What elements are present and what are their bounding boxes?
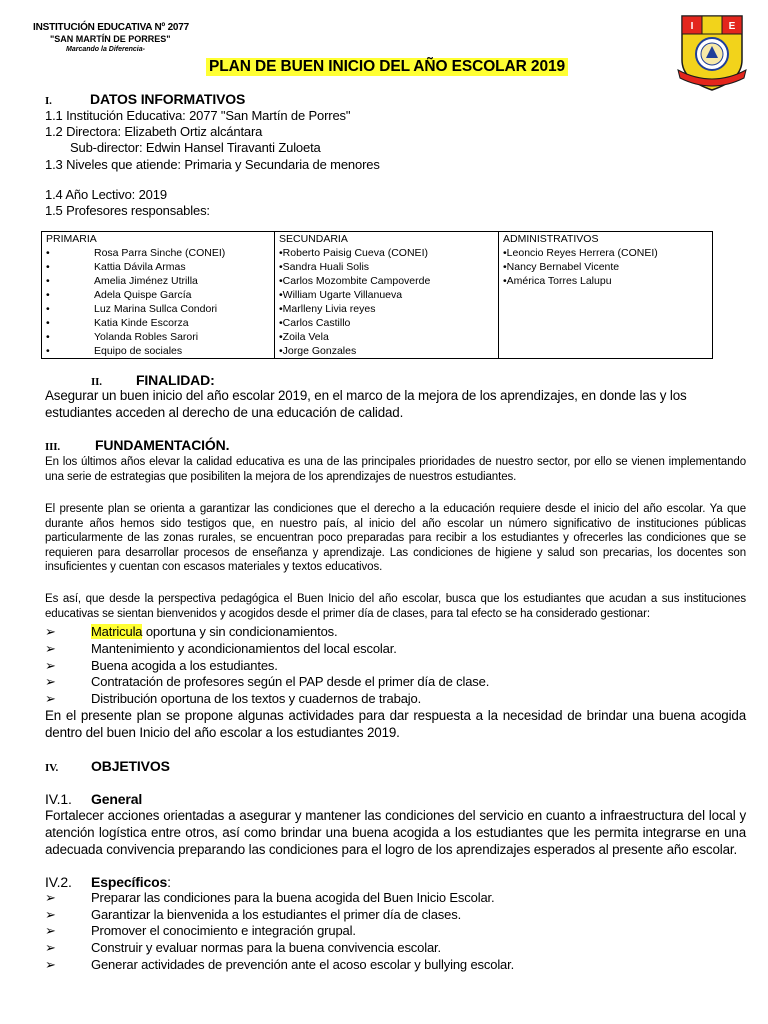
staff-name: Adela Quispe García bbox=[94, 289, 192, 301]
bullet-dot-icon: • bbox=[46, 261, 50, 273]
info-item-year: 1.4 Año Lectivo: 2019 bbox=[45, 187, 167, 202]
staff-name: •Leoncio Reyes Herrera (CONEI) bbox=[503, 247, 658, 259]
staff-name: •Jorge Gonzales bbox=[279, 345, 357, 357]
list-item bbox=[503, 246, 708, 260]
section-3-heading bbox=[45, 437, 229, 453]
bullet-item bbox=[45, 923, 356, 939]
arrow-bullet-icon: ➢ bbox=[45, 674, 56, 690]
staff-name: •Zoila Vela bbox=[279, 331, 329, 343]
section-3-number: III. bbox=[45, 441, 60, 453]
list-item bbox=[279, 344, 494, 358]
bullet-text: Generar actividades de prevención ante el acoso escolar y bullying escolar. bbox=[91, 956, 515, 972]
staff-name: •William Ugarte Villanueva bbox=[279, 289, 403, 301]
administrativos-column bbox=[499, 232, 713, 359]
staff-name: •Carlos Castillo bbox=[279, 317, 351, 329]
list-item bbox=[279, 316, 494, 330]
document-title: PLAN DE BUEN INICIO DEL AÑO ESCOLAR 2019 bbox=[206, 58, 568, 76]
bullet-item bbox=[45, 691, 421, 707]
list-item bbox=[279, 274, 494, 288]
bullet-item bbox=[45, 907, 461, 923]
list-item bbox=[279, 246, 494, 260]
section-1-title: DATOS INFORMATIVOS bbox=[90, 91, 246, 107]
list-item bbox=[46, 246, 270, 260]
bullet-item bbox=[45, 624, 337, 640]
list-item bbox=[503, 260, 708, 274]
staff-name: Amelia Jiménez Utrilla bbox=[94, 275, 198, 287]
staff-name: •Marlleny Livia reyes bbox=[279, 303, 376, 315]
specific-colon: : bbox=[167, 874, 171, 890]
info-item-teachers-label: 1.5 Profesores responsables: bbox=[45, 203, 210, 218]
staff-name: Luz Marina Sullca Condori bbox=[94, 303, 218, 315]
specific-label: Específicos bbox=[91, 874, 168, 890]
primaria-column bbox=[42, 232, 275, 359]
list-item bbox=[46, 316, 270, 330]
section-4-number: IV. bbox=[45, 762, 59, 774]
section-2-number: II. bbox=[91, 376, 102, 388]
staff-name: •América Torres Lalupu bbox=[503, 275, 612, 287]
bullet-item bbox=[45, 890, 494, 906]
bullet-item bbox=[45, 641, 397, 657]
arrow-bullet-icon: ➢ bbox=[45, 624, 56, 639]
info-item-institution: 1.1 Institución Educativa: 2077 "San Martín de Porres" bbox=[45, 108, 351, 123]
secundaria-column bbox=[275, 232, 499, 359]
fundamentacion-closing: En el presente plan se propone algunas actividades para dar respuesta a la necesidad de brindar una buena acogida dentro del buen Inicio del año escolar a los estudiantes 2019. bbox=[45, 708, 746, 740]
list-item bbox=[46, 260, 270, 274]
primaria-list bbox=[46, 246, 270, 358]
list-item bbox=[279, 330, 494, 344]
secundaria-list bbox=[279, 246, 494, 358]
section-2-title: FINALIDAD: bbox=[136, 372, 215, 388]
bullet-item bbox=[45, 674, 489, 690]
school-motto: Marcando la Diferencia- bbox=[66, 46, 145, 53]
list-item bbox=[46, 274, 270, 288]
staff-name: •Roberto Paisig Cueva (CONEI) bbox=[279, 247, 428, 259]
bullet-item bbox=[45, 940, 441, 956]
staff-name: •Carlos Mozombite Campoverde bbox=[279, 275, 431, 287]
list-item bbox=[279, 302, 494, 316]
arrow-bullet-icon: ➢ bbox=[45, 923, 56, 939]
section-4-title: OBJETIVOS bbox=[91, 758, 170, 774]
list-item bbox=[279, 288, 494, 302]
bullet-text: Buena acogida a los estudiantes. bbox=[91, 657, 278, 673]
column-header-administrativos: ADMINISTRATIVOS bbox=[503, 233, 599, 245]
arrow-bullet-icon: ➢ bbox=[45, 940, 56, 956]
list-item bbox=[279, 260, 494, 274]
specific-objectives-heading bbox=[45, 874, 171, 890]
column-header-secundaria: SECUNDARIA bbox=[279, 233, 348, 245]
administrativos-list bbox=[503, 246, 708, 288]
bullet-text: Promover el conocimiento e integración grupal. bbox=[91, 923, 356, 939]
list-item bbox=[46, 330, 270, 344]
staff-name: •Sandra Huali Solis bbox=[279, 261, 370, 273]
arrow-bullet-icon: ➢ bbox=[45, 956, 56, 972]
section-3-title: FUNDAMENTACIÓN. bbox=[95, 437, 230, 453]
bullet-dot-icon: • bbox=[46, 317, 50, 329]
list-item bbox=[46, 288, 270, 302]
list-item bbox=[46, 302, 270, 316]
bullet-text: oportuna y sin condicionamientos. bbox=[142, 624, 338, 639]
fundamentacion-p2: El presente plan se orienta a garantizar las condiciones que el derecho a la educación requiere desde el inicio del año escolar. Ya que durante años hemos sido testigos que, en nuestro país, al inicio del año escolar un número significativo de instituciones públicas particularmente de las zonas rurales, se encuentran poco preparadas para recibir a los estudiantes y ofrecerles las condiciones que se requieren para desarrollar procesos de enseñanza y aprendizaje. Las condiciones de higiene y salud son precarias, los docentes son insuficientes y cuentan con escasos materiales y textos educativos. bbox=[45, 503, 746, 573]
bullet-dot-icon: • bbox=[46, 247, 50, 259]
list-item bbox=[46, 344, 270, 358]
staff-name: Yolanda Robles Sarori bbox=[94, 331, 199, 343]
fundamentacion-p3: Es así, que desde la perspectiva pedagógica el Buen Inicio del año escolar, busca que los estudiantes que acudan a sus instituciones educativas se sientan bienvenidos y acogidos desde el primer día de clases, para tal efecto se ha considerado gestionar: bbox=[45, 593, 746, 620]
section-2-heading bbox=[91, 372, 215, 388]
bullet-text: Construir y evaluar normas para la buena convivencia escolar. bbox=[91, 940, 441, 956]
section-1-heading bbox=[45, 91, 245, 107]
arrow-bullet-icon: ➢ bbox=[45, 691, 56, 707]
staff-name: Rosa Parra Sinche (CONEI) bbox=[94, 247, 226, 259]
specific-number: IV.2. bbox=[45, 874, 72, 890]
info-item-subdirector: Sub-director: Edwin Hansel Tiravanti Zuloeta bbox=[70, 140, 321, 155]
logo-letter-i: I bbox=[690, 21, 694, 32]
school-name: INSTITUCIÓN EDUCATIVA Nº 2077 bbox=[33, 22, 190, 33]
section-4-heading bbox=[45, 758, 170, 774]
arrow-bullet-icon: ➢ bbox=[45, 657, 56, 673]
table-row bbox=[42, 232, 713, 359]
school-subtitle: "SAN MARTÍN DE PORRES" bbox=[50, 34, 171, 44]
general-number: IV.1. bbox=[45, 791, 72, 807]
arrow-bullet-icon: ➢ bbox=[45, 641, 56, 656]
bullet-text: Contratación de profesores según el PAP desde el primer día de clase. bbox=[91, 674, 490, 690]
section-1-number: I. bbox=[45, 95, 52, 107]
general-label: General bbox=[91, 791, 143, 807]
staff-name: Kattia Dávila Armas bbox=[94, 261, 186, 273]
bullet-item bbox=[45, 658, 278, 674]
bullet-dot-icon: • bbox=[46, 275, 50, 287]
general-objective-heading bbox=[45, 791, 142, 807]
highlighted-term: Matricula bbox=[91, 624, 143, 639]
fundamentacion-p1: En los últimos años elevar la calidad educativa es una de las principales prioridades de nuestro sector, por ello se vienen implementando una serie de estrategias que posibiliten la mejora de los aprendizajes de nuestros estudiantes. bbox=[45, 456, 746, 483]
bullet-item bbox=[45, 957, 514, 973]
staff-table bbox=[41, 231, 713, 359]
finalidad-body: Asegurar un buen inicio del año escolar 2019, en el marco de la mejora de los aprendizajes, en donde las y los estudiantes acceden al derecho de una educación de calidad. bbox=[45, 388, 687, 420]
bullet-dot-icon: • bbox=[46, 331, 50, 343]
bullet-dot-icon: • bbox=[46, 289, 50, 301]
bullet-text: Garantizar la bienvenida a los estudiantes el primer día de clases. bbox=[91, 906, 462, 922]
bullet-dot-icon: • bbox=[46, 303, 50, 315]
staff-name: Equipo de sociales bbox=[94, 345, 183, 357]
staff-name: Katia Kinde Escorza bbox=[94, 317, 189, 329]
info-item-levels: 1.3 Niveles que atiende: Primaria y Secundaria de menores bbox=[45, 157, 380, 172]
list-item bbox=[503, 274, 708, 288]
info-item-director: 1.2 Directora: Elizabeth Ortiz alcántara bbox=[45, 124, 263, 139]
bullet-text: Preparar las condiciones para la buena acogida del Buen Inicio Escolar. bbox=[91, 890, 495, 905]
bullet-dot-icon: • bbox=[46, 345, 50, 357]
bullet-text: Mantenimiento y acondicionamientos del local escolar. bbox=[91, 641, 397, 656]
general-objective-body: Fortalecer acciones orientadas a asegurar y mantener las condiciones del servicio en cuanto a infraestructura del local y atención logística entre otros, así como brindar una buena acogida a los estudiantes que les permita integrarse en una adecuada convivencia preparando las condiciones para el logro de los aprendizajes esperados al presente año escolar. bbox=[45, 808, 746, 857]
arrow-bullet-icon: ➢ bbox=[45, 890, 56, 905]
logo-letter-e: E bbox=[728, 21, 736, 32]
staff-name: •Nancy Bernabel Vicente bbox=[503, 261, 620, 273]
column-header-primaria: PRIMARIA bbox=[46, 233, 97, 245]
bullet-text: Distribución oportuna de los textos y cuadernos de trabajo. bbox=[91, 691, 422, 707]
arrow-bullet-icon: ➢ bbox=[45, 906, 56, 922]
school-crest-logo bbox=[676, 14, 748, 94]
